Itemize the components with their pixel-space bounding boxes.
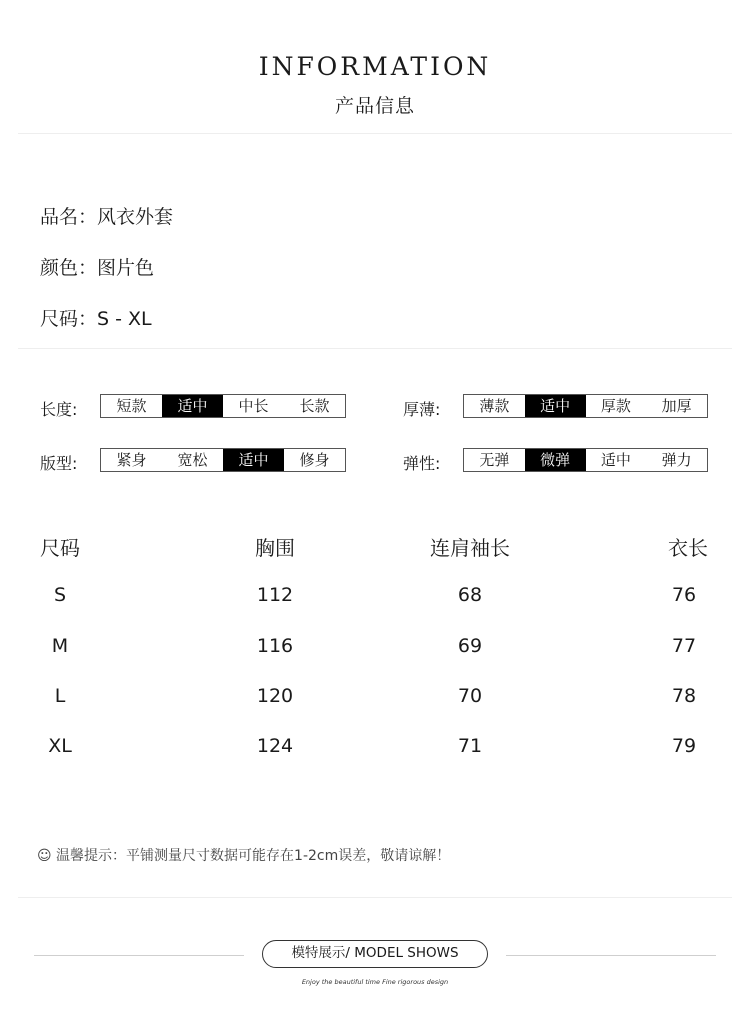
attr-option-selected: 适中 [223, 449, 284, 471]
attr-option: 短款 [116, 397, 147, 415]
table-cell: 112 [256, 584, 294, 606]
attr-scale-thickness [463, 394, 708, 418]
info-value: S - XL [97, 308, 152, 330]
attr-option: 修身 [299, 451, 330, 469]
divider [18, 348, 732, 349]
title-english: INFORMATION [258, 52, 492, 81]
attr-label-elasticity: 弹性: [403, 454, 441, 473]
attr-option: 中长 [238, 397, 269, 415]
attr-scale-fit [100, 448, 346, 472]
attr-option: 适中 [600, 451, 631, 469]
divider-left [34, 955, 244, 956]
attr-option: 加厚 [661, 397, 692, 415]
table-header-sleeve: 连肩袖长 [430, 536, 510, 560]
table-header-size: 尺码 [40, 536, 80, 560]
table-cell: L [54, 685, 66, 707]
attr-scale-length [100, 394, 346, 418]
divider [18, 897, 732, 898]
attr-scale-elasticity [463, 448, 708, 472]
table-cell: XL [48, 735, 72, 757]
table-cell: 76 [671, 584, 697, 606]
attr-option-selected: 适中 [525, 395, 586, 417]
divider [18, 133, 732, 134]
table-cell: 124 [256, 735, 294, 757]
model-shows-subtitle: Enjoy the beautiful time Fine rigorous design [301, 978, 449, 986]
table-cell: S [53, 584, 67, 606]
info-row-size [40, 304, 152, 331]
attr-option: 宽松 [177, 451, 208, 469]
attr-option: 无弹 [479, 451, 510, 469]
table-cell: 79 [671, 735, 697, 757]
divider-right [506, 955, 716, 956]
model-shows-badge: 模特展示/ MODEL SHOWS [262, 940, 488, 968]
attr-option-selected: 微弹 [525, 449, 586, 471]
table-cell: M [51, 635, 69, 657]
attr-option: 厚款 [600, 397, 631, 415]
info-label: 品名： [40, 206, 98, 228]
tip-text: ☺ 温馨提示：平铺测量尺寸数据可能存在1-2cm误差，敬请谅解！ [37, 848, 451, 864]
info-label: 尺码： [40, 308, 98, 330]
attr-option: 长款 [299, 397, 330, 415]
table-cell: 116 [256, 635, 294, 657]
attr-label-length: 长度: [40, 400, 78, 419]
table-cell: 71 [457, 735, 483, 757]
table-cell: 120 [256, 685, 294, 707]
table-cell: 78 [671, 685, 697, 707]
table-cell: 77 [671, 635, 697, 657]
info-value: 图片色 [97, 257, 155, 279]
table-header-chest: 胸围 [255, 536, 295, 560]
attr-label-thickness: 厚薄: [403, 400, 441, 419]
info-value: 风衣外套 [97, 206, 174, 228]
table-header-length: 衣长 [668, 536, 708, 560]
attr-label-fit: 版型: [40, 454, 78, 473]
attr-option: 紧身 [116, 451, 147, 469]
attr-option-selected: 适中 [162, 395, 223, 417]
info-row-color [40, 253, 154, 280]
title-chinese: 产品信息 [334, 95, 415, 117]
table-cell: 68 [457, 584, 483, 606]
attr-option: 薄款 [479, 397, 510, 415]
attr-option: 弹力 [661, 451, 692, 469]
table-cell: 70 [457, 685, 483, 707]
info-label: 颜色： [40, 257, 98, 279]
info-row-name [40, 202, 173, 229]
table-cell: 69 [457, 635, 483, 657]
